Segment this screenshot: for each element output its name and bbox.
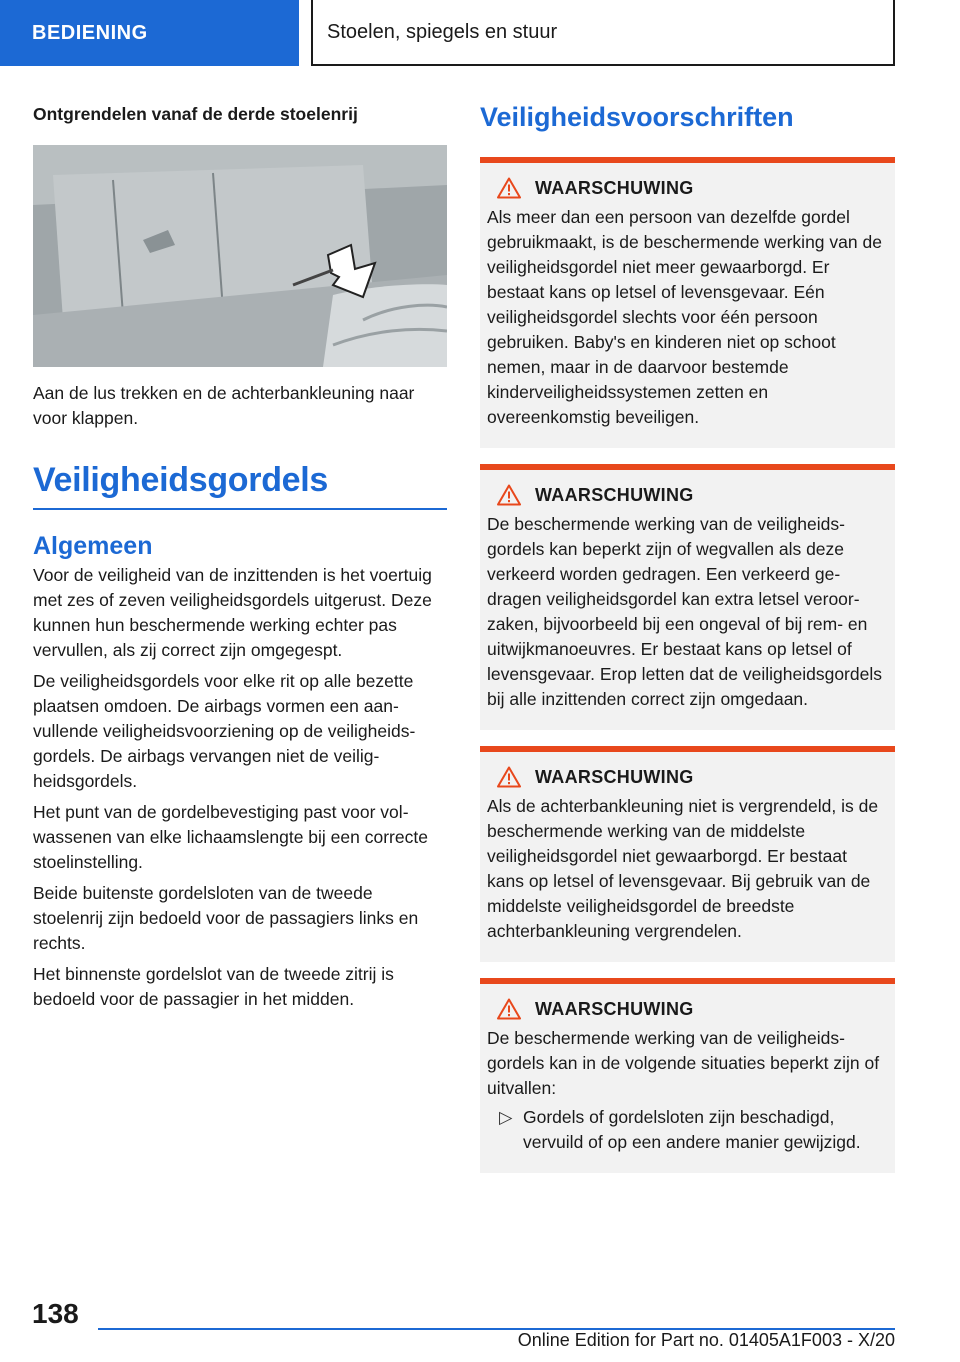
paragraph: Het punt van de gordelbevestiging past voor volwassenen van elke lichaamslengte bij een correcte stoelinstelling. bbox=[33, 802, 428, 872]
warning-triangle-icon bbox=[497, 177, 521, 199]
warning-text: De beschermende werking van de veiligheidsgordels kan beperkt zijn of wegvallen als deze verkeerd worden gedragen. Een verkeerd gedragen veiligheidsgordel kan extra letsel veroorzaken, bijvoorbeeld bij een ongeval of bij rem- en uitwijkmanoeuvres. Er bestaat kans op letsel of levensgevaar. Erop letten dat de veiligheidsgordels bij alle inzittenden correct zijn omgedaan. bbox=[487, 514, 882, 709]
warning-text: De beschermende werking van de veiligheidsgordels kan in de volgende situaties beperkt zijn of uitvallen: bbox=[487, 1028, 880, 1098]
warning-title: WAARSCHUWING bbox=[535, 484, 694, 505]
list-item bbox=[487, 1105, 887, 1155]
warning-box bbox=[480, 157, 895, 448]
warning-triangle-icon bbox=[497, 766, 521, 788]
subheading: Ontgrendelen vanaf de derde stoelenrij bbox=[33, 104, 358, 124]
footer-edition: Online Edition for Part no. 01405A1F003 - X/20 bbox=[517, 1330, 895, 1350]
warning-title: WAARSCHUWING bbox=[535, 766, 694, 787]
page-number: 138 bbox=[32, 1298, 79, 1329]
warning-title: WAARSCHUWING bbox=[535, 998, 694, 1019]
warning-triangle-icon bbox=[497, 484, 521, 506]
warning-text: Als meer dan een persoon van dezelfde gordel gebruikmaakt, is de beschermende werking van de veiligheidsgordel niet meer gewaarborgd. Er bestaat kans op letsel of levensgevaar. Eén veiligheidsgordel slechts voor één persoon gebruiken. Baby's en kinderen niet op schoot nemen, maar in de daarvoor bestemde kinderveiligheidssystemen zetten en overeenkomstig beveiligen. bbox=[487, 207, 882, 427]
right-column bbox=[480, 98, 895, 1189]
warning-box bbox=[480, 746, 895, 962]
section-label: BEDIENING bbox=[32, 21, 148, 44]
paragraph: Voor de veiligheid van de inzittenden is het voertuig met zes of zeven veiligheidsgordels uitgerust. Deze kunnen hun beschermende werking echter pas vervullen, als zij correct zijn omgegespt. bbox=[33, 565, 432, 660]
warning-box bbox=[480, 978, 895, 1173]
seat-unlock-illustration bbox=[33, 145, 447, 367]
left-column bbox=[33, 98, 447, 1018]
heading-veiligheidsvoorschriften: Veiligheidsvoorschriften bbox=[480, 102, 794, 132]
chapter-title: Stoelen, spiegels en stuur bbox=[327, 20, 558, 43]
paragraph: De veiligheidsgordels voor elke rit op alle bezette plaatsen omdoen. De airbags vormen een aanvullende veiligheidsvoorziening op de veiligheidsgordels. De airbags vervangen niet de veiligheidsgordels. bbox=[33, 671, 416, 791]
paragraph: Het binnenste gordelslot van de tweede zitrij is bedoeld voor de passagier in het midden. bbox=[33, 964, 394, 1009]
triangle-bullet-icon: ▷ bbox=[499, 1107, 513, 1127]
chapter-header bbox=[311, 0, 895, 66]
warning-title: WAARSCHUWING bbox=[535, 177, 694, 198]
warning-triangle-icon bbox=[497, 998, 521, 1020]
warning-box bbox=[480, 464, 895, 730]
warning-text: Als de achterbankleuning niet is vergrendeld, is de beschermende werking van de middelste veiligheidsgordel niet gewaarborgd. Er bestaat kans op letsel of levensgevaar. Bij gebruik van de middelste veiligheidsgordel de breedste achterbankleuning vergrendelen. bbox=[487, 796, 879, 941]
section-tab bbox=[0, 0, 299, 66]
list-item-text: Gordels of gordelsloten zijn beschadigd, vervuild of op een andere manier gewijzigd. bbox=[523, 1107, 861, 1152]
heading-algemeen: Algemeen bbox=[33, 532, 153, 560]
image-caption: Aan de lus trekken en de achterbankleuning naar voor klappen. bbox=[33, 383, 415, 428]
paragraph: Beide buitenste gordelsloten van de tweede stoelenrij zijn bedoeld voor de passagiers links en rechts. bbox=[33, 883, 419, 953]
heading-veiligheidsgordels: Veiligheidsgordels bbox=[33, 461, 447, 510]
